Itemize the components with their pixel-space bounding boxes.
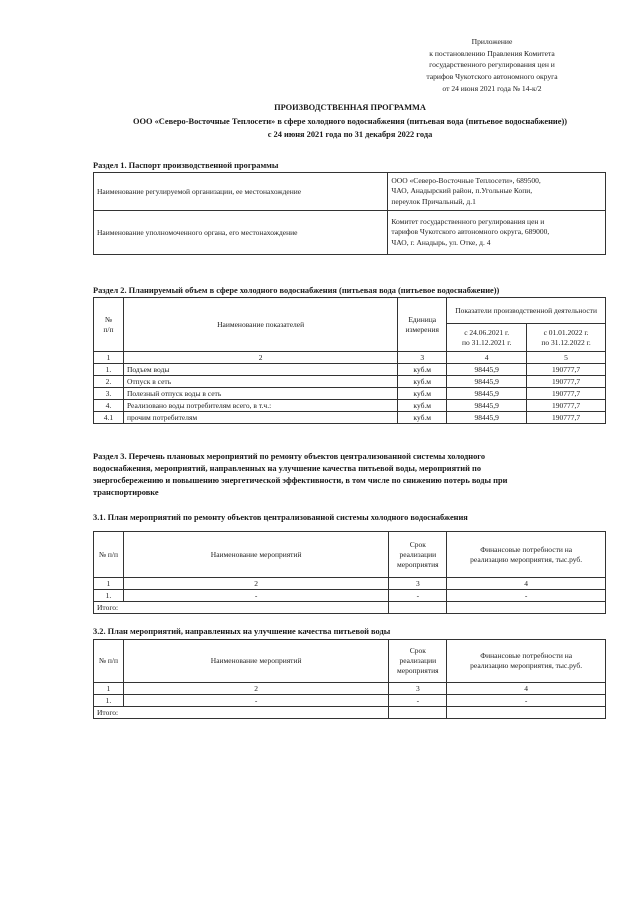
col-number: 3 [398,352,447,364]
row-value2: 190777,7 [527,400,606,412]
appendix-line: к постановлению Правления Комитета [429,48,555,58]
column-number-row [94,578,606,590]
table-row [94,400,606,412]
table-row [94,376,606,388]
row-finance: - [447,695,606,707]
heading-line: Раздел 3. Перечень плановых мероприятий по ремонту объектов централизованной системы холодного [93,452,486,461]
header-finance [447,532,606,578]
header-text: реализацию мероприятия, тыс.руб. [470,554,583,564]
row-value2: 190777,7 [527,412,606,424]
row-value2: 190777,7 [527,376,606,388]
heading-line: транспортировке [93,488,159,497]
col-number: 2 [123,683,388,695]
row-value2: 190777,7 [527,364,606,376]
header-text: с 24.06.2021 г. [464,327,510,337]
volume-table [93,297,606,424]
passport-value [388,173,606,211]
value-line: ЧАО, Анадырский район, п.Угольные Копи, [391,186,533,196]
appendix-line: государственного регулирования цен и [429,60,555,70]
row-num: 1. [94,695,124,707]
table-header-row [94,640,606,683]
row-name: Реализовано воды потребителям всего, в т.ч.: [123,400,397,412]
header-text: Срок [409,539,426,549]
row-value1: 98445,9 [447,364,527,376]
header-text: по 31.12.2021 г. [461,337,512,347]
table-row [94,388,606,400]
header-text: № [104,314,113,324]
passport-label: Наименование регулируемой организации, ее местонахождение [94,173,388,211]
value-line: ООО «Северо-Восточные Теплосети», 689500, [391,175,541,185]
header-text: по 31.12.2022 г. [541,337,591,347]
row-name: Отпуск в сеть [123,376,397,388]
col-number: 2 [123,352,397,364]
header-period1 [447,324,527,352]
quality-plan-table [93,639,606,719]
header-text: мероприятия [397,559,439,569]
header-text: Срок [409,646,426,655]
section1-heading: Раздел 1. Паспорт производственной программы [93,161,279,170]
row-value1: 98445,9 [447,388,527,400]
sub32-heading: 3.2. План мероприятий, направленных на улучшение качества питьевой воды [93,627,391,636]
col-number: 4 [447,578,606,590]
row-unit: куб.м [398,412,447,424]
header-indicators: Показатели производственной деятельности [447,298,606,324]
appendix-block [392,36,592,95]
table-row [94,590,606,602]
appendix-line: от 24 июня 2021 года № 14-к/2 [442,83,542,93]
column-number-row [94,352,606,364]
total-term [389,707,447,719]
row-name: Подъем воды [123,364,397,376]
appendix-line: тарифов Чукотского автономного округа [426,72,558,82]
value-line: переулок Причальный, д.1 [391,196,476,206]
total-label: Итого: [94,602,389,614]
total-row [94,602,606,614]
table-header-row [94,298,606,324]
total-finance [447,707,606,719]
doc-period: с 24 июня 2021 года по 31 декабря 2022 года [267,130,433,139]
header-text: п/п [103,324,114,334]
section3-heading [93,451,608,499]
table-row [94,695,606,707]
doc-subtitle: ООО «Северо-Восточные Теплосети» в сфере холодного водоснабжения (питьевая вода (питьевое водоснабжение)) [132,117,568,126]
row-name: прочим потребителям [123,412,397,424]
appendix-line: Приложение [471,37,513,46]
row-name: Полезный отпуск воды в сеть [123,388,397,400]
header-term [389,640,447,683]
passport-value [388,211,606,255]
table-row [94,364,606,376]
header-unit [398,298,447,352]
header-name: Наименование мероприятий [123,532,388,578]
header-text: с 01.01.2022 г. [543,327,589,337]
row-num: 1. [94,364,124,376]
col-number: 3 [389,578,447,590]
row-term: - [389,695,447,707]
row-num: 2. [94,376,124,388]
row-value2: 190777,7 [527,388,606,400]
value-line: Комитет государственного регулирования цен и [391,216,545,226]
heading-line: водоснабжения, мероприятий, направленных на улучшение качества питьевой воды, мероприятий по [93,464,482,473]
col-number: 4 [447,683,606,695]
header-name: Наименование показателей [123,298,397,352]
col-number: 1 [94,683,124,695]
col-number: 2 [123,578,388,590]
col-number: 1 [94,352,124,364]
row-value1: 98445,9 [447,400,527,412]
table-row [94,412,606,424]
header-period2 [527,324,606,352]
total-term [389,602,447,614]
column-number-row [94,683,606,695]
header-text: мероприятия [397,666,439,675]
header-text: реализации [399,656,437,665]
sub31-heading: 3.1. План мероприятий по ремонту объектов централизованной системы холодного водоснабжения [93,513,468,522]
table-row [94,211,606,255]
row-name: - [123,695,388,707]
passport-label: Наименование уполномоченного органа, его местонахождение [94,211,388,255]
header-name: Наименование мероприятий [123,640,388,683]
total-finance [447,602,606,614]
doc-title: ПРОИЗВОДСТВЕННАЯ ПРОГРАММА [274,103,426,112]
total-row [94,707,606,719]
header-num [94,298,124,352]
row-num: 1. [94,590,124,602]
row-finance: - [447,590,606,602]
row-num: 4. [94,400,124,412]
row-name: - [123,590,388,602]
header-text: Единица [408,314,437,324]
header-text: реализацию мероприятия, тыс.руб. [470,661,583,670]
header-num: № п/п [94,532,124,578]
col-number: 3 [389,683,447,695]
value-line: ЧАО, г. Анадырь, ул. Отке, д. 4 [391,237,491,247]
col-number: 5 [527,352,606,364]
header-text: Финансовые потребности на [480,651,573,660]
heading-line: энергосбережению и повышению энергетической эффективности, в том числе по снижению потерь воды при [93,476,508,485]
table-header-row [94,532,606,578]
row-value1: 98445,9 [447,412,527,424]
row-num: 3. [94,388,124,400]
header-num: № п/п [94,640,124,683]
passport-table [93,172,606,255]
row-value1: 98445,9 [447,376,527,388]
row-unit: куб.м [398,364,447,376]
row-unit: куб.м [398,400,447,412]
header-term [389,532,447,578]
section2-heading: Раздел 2. Планируемый объем в сфере холодного водоснабжения (питьевая вода (питьевое водоснабжение)) [93,286,500,295]
total-label: Итого: [94,707,389,719]
col-number: 1 [94,578,124,590]
header-text: реализации [399,549,437,559]
row-unit: куб.м [398,388,447,400]
header-text: измерения [405,324,439,334]
header-finance [447,640,606,683]
table-row [94,173,606,211]
row-unit: куб.м [398,376,447,388]
value-line: тарифов Чукотского автономного округа, 689000, [391,227,550,237]
repair-plan-table [93,531,606,614]
header-text: Финансовые потребности на [480,544,573,554]
row-num: 4.1 [94,412,124,424]
col-number: 4 [447,352,527,364]
row-term: - [389,590,447,602]
